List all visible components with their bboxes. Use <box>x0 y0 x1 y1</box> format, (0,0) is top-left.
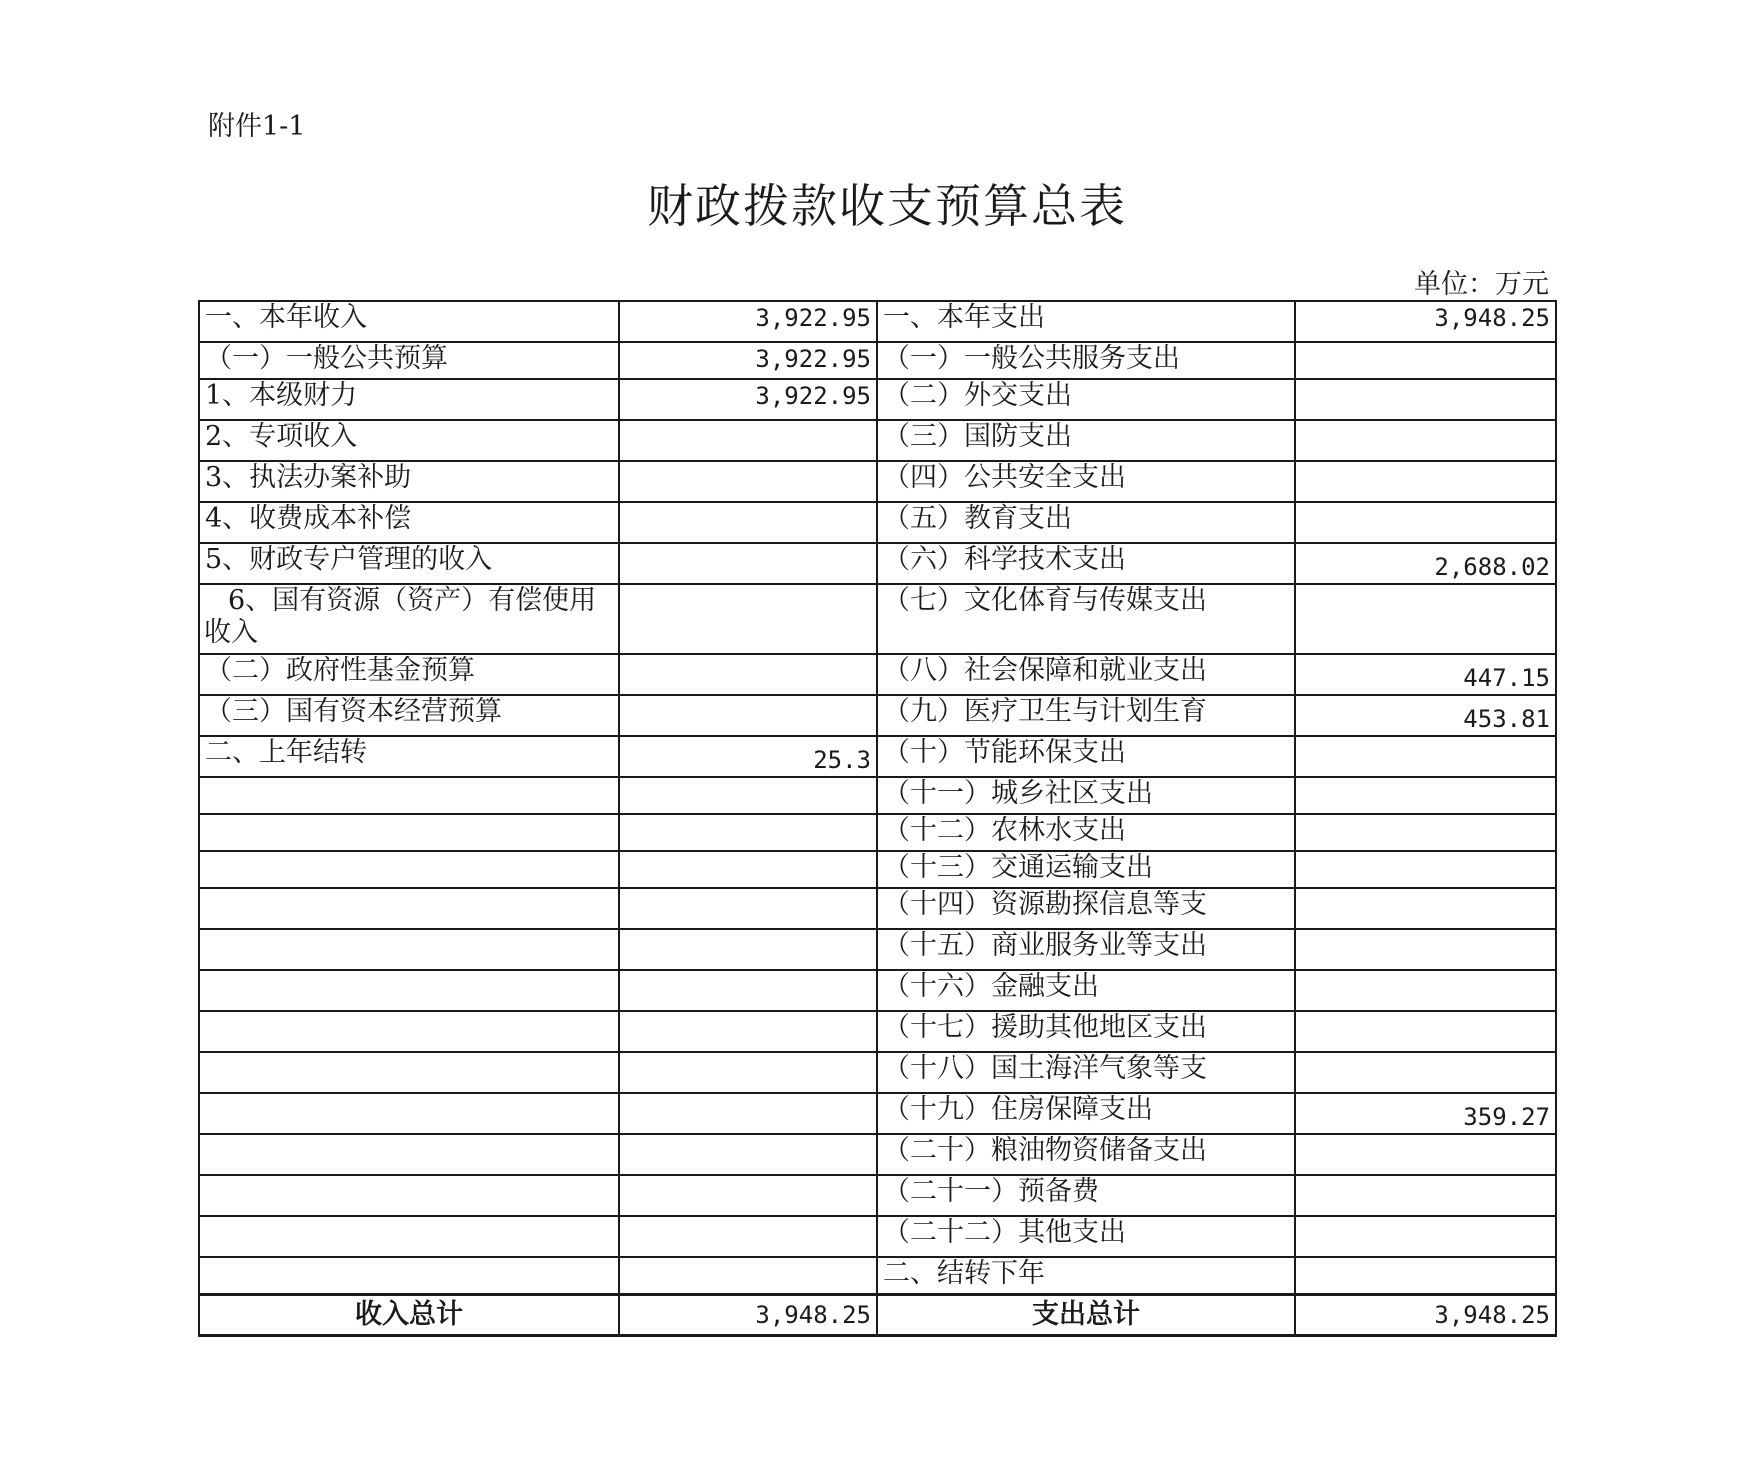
expense-value <box>1295 461 1556 502</box>
income-value <box>619 1257 877 1294</box>
expense-value <box>1295 1257 1556 1294</box>
expense-label: （五）教育支出 <box>877 502 1295 543</box>
income-value <box>619 851 877 888</box>
expense-label: （十六）金融支出 <box>877 970 1295 1011</box>
expense-label: （十五）商业服务业等支出 <box>877 929 1295 970</box>
income-value <box>619 970 877 1011</box>
table-row <box>199 1093 1556 1134</box>
expense-label: （十二）农林水支出 <box>877 814 1295 851</box>
table-row <box>199 379 1556 420</box>
table-row <box>199 1257 1556 1294</box>
income-label: 3、执法办案补助 <box>199 461 619 502</box>
income-label: 5、财政专户管理的收入 <box>199 543 619 584</box>
income-value <box>619 1011 877 1052</box>
table-row <box>199 1011 1556 1052</box>
expense-label: （四）公共安全支出 <box>877 461 1295 502</box>
income-label: （三）国有资本经营预算 <box>199 695 619 736</box>
expense-label: （十九）住房保障支出 <box>877 1093 1295 1134</box>
income-label: 2、专项收入 <box>199 420 619 461</box>
income-label: 一、本年收入 <box>199 301 619 342</box>
expense-label: （十四）资源勘探信息等支 <box>877 888 1295 929</box>
income-value: 3,922.95 <box>619 379 877 420</box>
table-row <box>199 851 1556 888</box>
income-label <box>199 777 619 814</box>
income-total-value: 3,948.25 <box>619 1294 877 1335</box>
income-value <box>619 502 877 543</box>
table-row <box>199 777 1556 814</box>
expense-total-label: 支出总计 <box>877 1294 1295 1335</box>
income-label <box>199 851 619 888</box>
income-value <box>619 929 877 970</box>
table-row <box>199 1216 1556 1257</box>
expense-value <box>1295 379 1556 420</box>
table-row <box>199 888 1556 929</box>
table-row <box>199 342 1556 379</box>
income-label: （一）一般公共预算 <box>199 342 619 379</box>
income-value <box>619 1175 877 1216</box>
expense-value: 447.15 <box>1295 654 1556 695</box>
income-value <box>619 695 877 736</box>
expense-value <box>1295 1134 1556 1175</box>
expense-label: （十一）城乡社区支出 <box>877 777 1295 814</box>
income-value <box>619 543 877 584</box>
expense-value <box>1295 736 1556 777</box>
expense-label: （一）一般公共服务支出 <box>877 342 1295 379</box>
table-row <box>199 502 1556 543</box>
expense-label: （二）外交支出 <box>877 379 1295 420</box>
expense-value <box>1295 970 1556 1011</box>
expense-value <box>1295 1175 1556 1216</box>
income-label <box>199 1052 619 1093</box>
table-row <box>199 1052 1556 1093</box>
income-value: 25.3 <box>619 736 877 777</box>
income-label <box>199 888 619 929</box>
expense-value: 359.27 <box>1295 1093 1556 1134</box>
income-label: 4、收费成本补偿 <box>199 502 619 543</box>
income-value <box>619 1134 877 1175</box>
expense-value <box>1295 502 1556 543</box>
expense-value <box>1295 777 1556 814</box>
income-value <box>619 1093 877 1134</box>
income-label <box>199 1093 619 1134</box>
expense-label: 二、结转下年 <box>877 1257 1295 1294</box>
attachment-label: 附件1-1 <box>208 111 306 142</box>
expense-value <box>1295 851 1556 888</box>
expense-label: （八）社会保障和就业支出 <box>877 654 1295 695</box>
income-label: 1、本级财力 <box>199 379 619 420</box>
income-label <box>199 929 619 970</box>
income-label: （二）政府性基金预算 <box>199 654 619 695</box>
expense-label: （九）医疗卫生与计划生育 <box>877 695 1295 736</box>
expense-value <box>1295 929 1556 970</box>
income-value <box>619 1052 877 1093</box>
table-row <box>199 584 1556 654</box>
expense-value: 453.81 <box>1295 695 1556 736</box>
expense-label: （二十二）其他支出 <box>877 1216 1295 1257</box>
income-label <box>199 1011 619 1052</box>
expense-value <box>1295 584 1556 654</box>
income-value: 3,922.95 <box>619 301 877 342</box>
expense-label: （十八）国土海洋气象等支 <box>877 1052 1295 1093</box>
income-value <box>619 584 877 654</box>
expense-total-value: 3,948.25 <box>1295 1294 1556 1335</box>
income-label <box>199 1134 619 1175</box>
expense-label: （七）文化体育与传媒支出 <box>877 584 1295 654</box>
table-row <box>199 543 1556 584</box>
income-label: 6、国有资源（资产）有偿使用收入 <box>199 584 619 654</box>
income-label <box>199 970 619 1011</box>
expense-label: （十七）援助其他地区支出 <box>877 1011 1295 1052</box>
expense-value: 3,948.25 <box>1295 301 1556 342</box>
expense-label: （六）科学技术支出 <box>877 543 1295 584</box>
expense-value <box>1295 1011 1556 1052</box>
table-row <box>199 301 1556 342</box>
expense-label: （二十）粮油物资储备支出 <box>877 1134 1295 1175</box>
expense-label: （三）国防支出 <box>877 420 1295 461</box>
expense-label: （十三）交通运输支出 <box>877 851 1295 888</box>
income-value <box>619 888 877 929</box>
expense-value <box>1295 1052 1556 1093</box>
expense-value: 2,688.02 <box>1295 543 1556 584</box>
income-label <box>199 1216 619 1257</box>
page-title: 财政拨款收支预算总表 <box>647 179 1127 233</box>
expense-label: （二十一）预备费 <box>877 1175 1295 1216</box>
budget-table <box>198 300 1557 1337</box>
table-row <box>199 970 1556 1011</box>
income-value <box>619 777 877 814</box>
table-row <box>199 736 1556 777</box>
income-label <box>199 1257 619 1294</box>
expense-label: （十）节能环保支出 <box>877 736 1295 777</box>
income-value <box>619 654 877 695</box>
expense-value <box>1295 342 1556 379</box>
income-label: 二、上年结转 <box>199 736 619 777</box>
table-row <box>199 654 1556 695</box>
expense-value <box>1295 814 1556 851</box>
income-value <box>619 420 877 461</box>
income-label <box>199 814 619 851</box>
total-row <box>199 1294 1556 1335</box>
table-row <box>199 929 1556 970</box>
expense-label: 一、本年支出 <box>877 301 1295 342</box>
income-label <box>199 1175 619 1216</box>
table-row <box>199 1175 1556 1216</box>
expense-value <box>1295 888 1556 929</box>
income-value <box>619 814 877 851</box>
table-row <box>199 695 1556 736</box>
income-value <box>619 461 877 502</box>
income-value <box>619 1216 877 1257</box>
table-row <box>199 814 1556 851</box>
expense-value <box>1295 1216 1556 1257</box>
table-row <box>199 420 1556 461</box>
income-value: 3,922.95 <box>619 342 877 379</box>
table-row <box>199 461 1556 502</box>
table-row <box>199 1134 1556 1175</box>
income-total-label: 收入总计 <box>199 1294 619 1335</box>
unit-label: 单位：万元 <box>1414 269 1549 300</box>
expense-value <box>1295 420 1556 461</box>
